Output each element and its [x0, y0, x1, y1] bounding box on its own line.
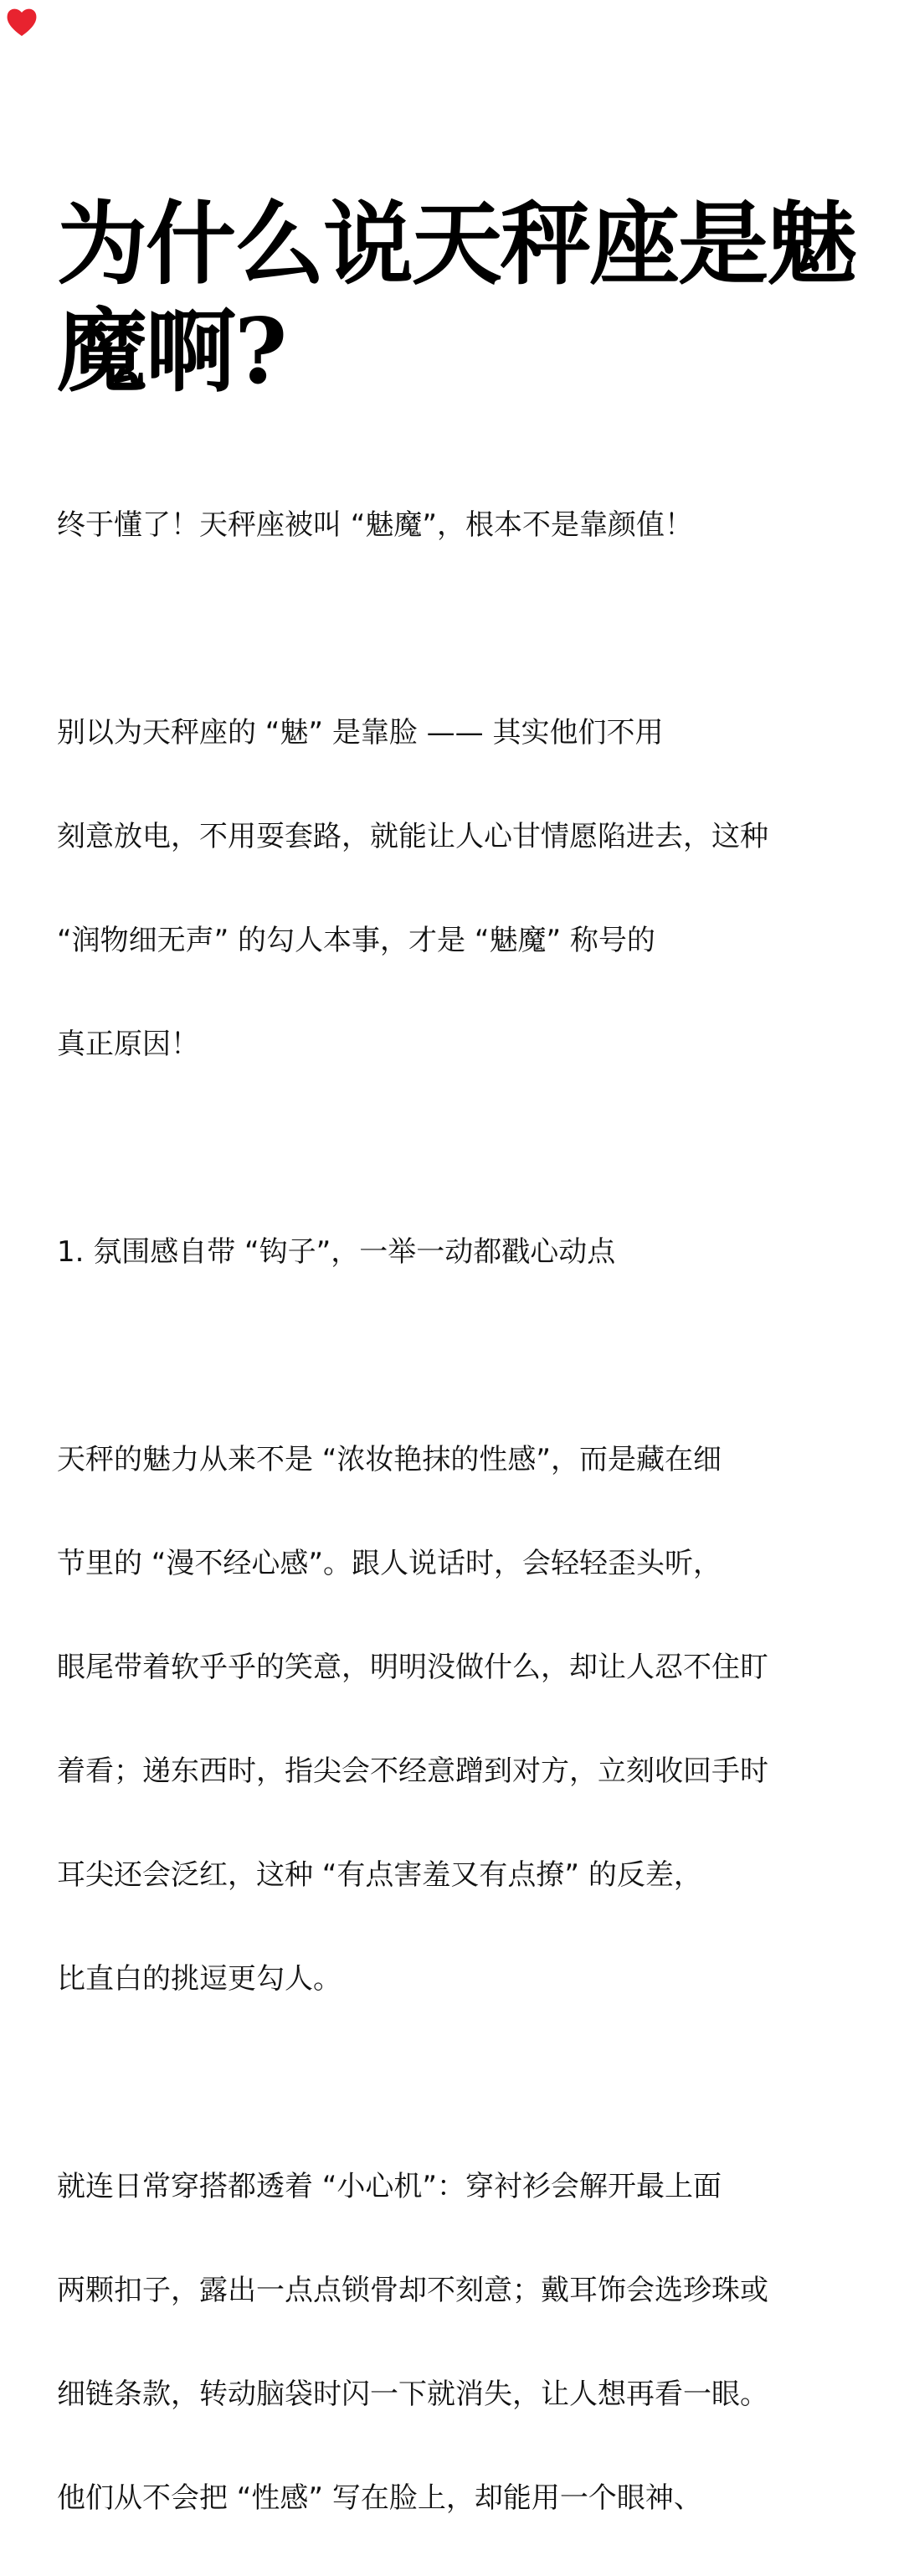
- body-paragraph: [57, 655, 852, 1122]
- text-line: 比直白的挑逗更勾人。: [57, 1962, 342, 1996]
- text-line: 两颗扣子，露出一点点锁骨却不刻意；戴耳饰会选珍珠或: [57, 2274, 768, 2307]
- text-line: 他们从不会把 “性感” 写在脸上，却能用一个眼神、: [57, 2481, 702, 2515]
- text-line: 别以为天秤座的 “魅” 是靠脸 —— 其实他们不用: [57, 716, 664, 750]
- text-line: 1. 氛围感自带 “钩子”，一举一动都戳心动点: [57, 1235, 616, 1269]
- title-line: 为什么说天秤座是魅: [57, 192, 856, 297]
- article-title: [57, 191, 856, 405]
- article: [57, 191, 856, 2576]
- text-line: “润物细无声” 的勾人本事，才是 “魅魔” 称号的: [57, 924, 655, 957]
- text-line: 就连日常穿搭都透着 “小心机”：穿衬衫会解开最上面: [57, 2170, 722, 2203]
- text-line: 耳尖还会泛红，这种 “有点害羞又有点撩” 的反差，: [57, 1858, 702, 1892]
- text-line: 眼尾带着软乎乎的笑意，明明没做什么，却让人忍不住盯: [57, 1651, 768, 1684]
- text-line: 着看；递东西时，指尖会不经意蹭到对方，立刻收回手时: [57, 1754, 768, 1788]
- intro-paragraph: [57, 447, 852, 603]
- heart-icon-shape: [3, 3, 40, 40]
- body-paragraph: [57, 1382, 852, 2057]
- heart-icon: [3, 3, 40, 40]
- text-line: 细链条款，转动脑袋时闪一下就消失，让人想再看一眼。: [57, 2378, 768, 2411]
- article-body: [57, 447, 852, 2576]
- text-line: 终于懂了！天秤座被叫 “魅魔”，根本不是靠颜值！: [57, 508, 694, 542]
- body-paragraph: [57, 2109, 852, 2576]
- text-line: 刻意放电，不用耍套路，就能让人心甘情愿陷进去，这种: [57, 820, 768, 853]
- text-line: 真正原因！: [57, 1028, 199, 1061]
- section-heading: [57, 1174, 852, 1330]
- text-line: 天秤的魅力从来不是 “浓妆艳抹的性感”，而是藏在细: [57, 1443, 722, 1476]
- title-line: 魔啊?: [57, 299, 286, 404]
- text-line: 节里的 “漫不经心感”。跟人说话时，会轻轻歪头听，: [57, 1547, 722, 1580]
